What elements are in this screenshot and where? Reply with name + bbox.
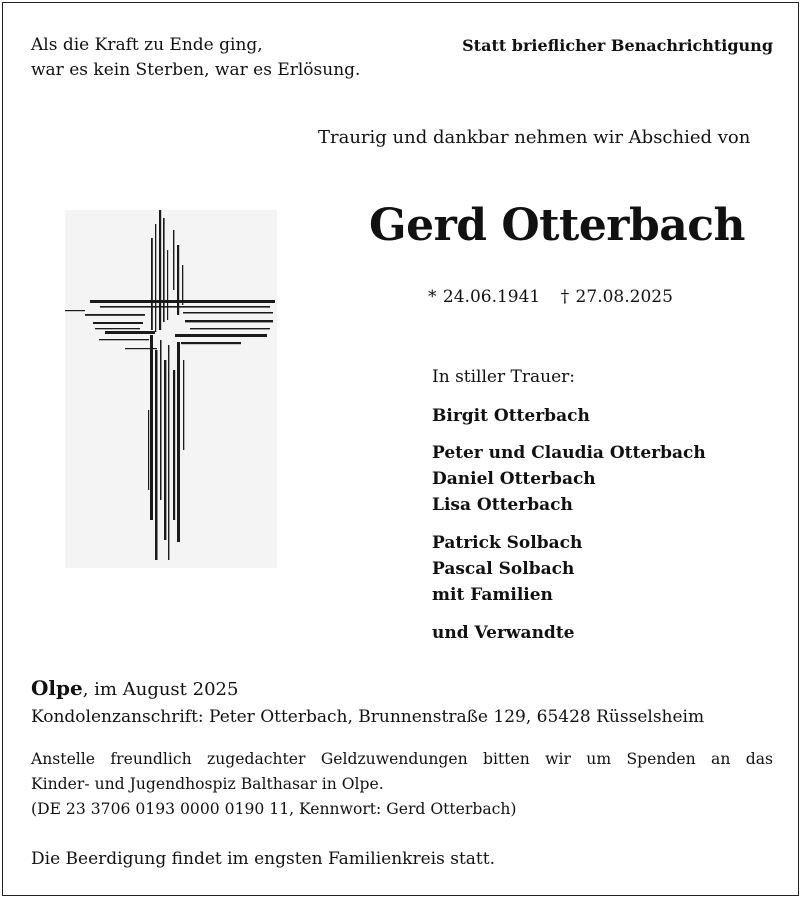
death-date: † 27.08.2025 [560,287,673,307]
donation-line-2: Kinder- und Jugendhospiz Balthasar in Olpe. [31,775,384,793]
motto-line-1: Als die Kraft zu Ende ging, [31,35,263,55]
city: Olpe [31,676,83,700]
mourner-name: mit Familien [432,585,553,605]
mourner-name: Daniel Otterbach [432,469,596,489]
mourner-name: und Verwandte [432,623,575,643]
place-date [31,676,238,700]
donation-line-3: (DE 23 3706 0193 0000 0190 11, Kennwort: Gerd Otterbach) [31,800,517,818]
cross-image [65,210,277,568]
mourner-name: Pascal Solbach [432,559,575,579]
mourner-group-3 [432,530,582,608]
motto [31,33,360,83]
month-date: , im August 2025 [82,679,239,700]
mourner-name: Lisa Otterbach [432,495,573,515]
condolence-address: Kondolenzanschrift: Peter Otterbach, Brunnenstraße 129, 65428 Rüsselsheim [31,707,705,727]
birth-date: * 24.06.1941 [428,287,541,307]
funeral-note: Die Beerdigung findet im engsten Familienkreis statt. [31,849,495,869]
mourner-group-2 [432,440,706,518]
mourner-name: Patrick Solbach [432,533,583,553]
donation-request [31,747,773,822]
cross-icon [65,210,277,568]
mourner-name: Birgit Otterbach [432,406,590,426]
life-dates [428,287,673,307]
deceased-name: Gerd Otterbach [369,200,746,251]
mourner-group-1 [432,403,590,429]
motto-line-2: war es kein Sterben, war es Erlösung. [31,60,361,80]
mourner-group-4 [432,620,575,646]
donation-line-1: Anstelle freundlich zugedachter Geldzuwendungen bitten wir um Spenden an das [31,750,773,768]
mourner-name: Peter und Claudia Otterbach [432,443,706,463]
notice-heading: Statt brieflicher Benachrichtigung [462,36,773,55]
intro-text: Traurig und dankbar nehmen wir Abschied von [318,127,751,148]
mourning-heading: In stiller Trauer: [432,367,575,387]
